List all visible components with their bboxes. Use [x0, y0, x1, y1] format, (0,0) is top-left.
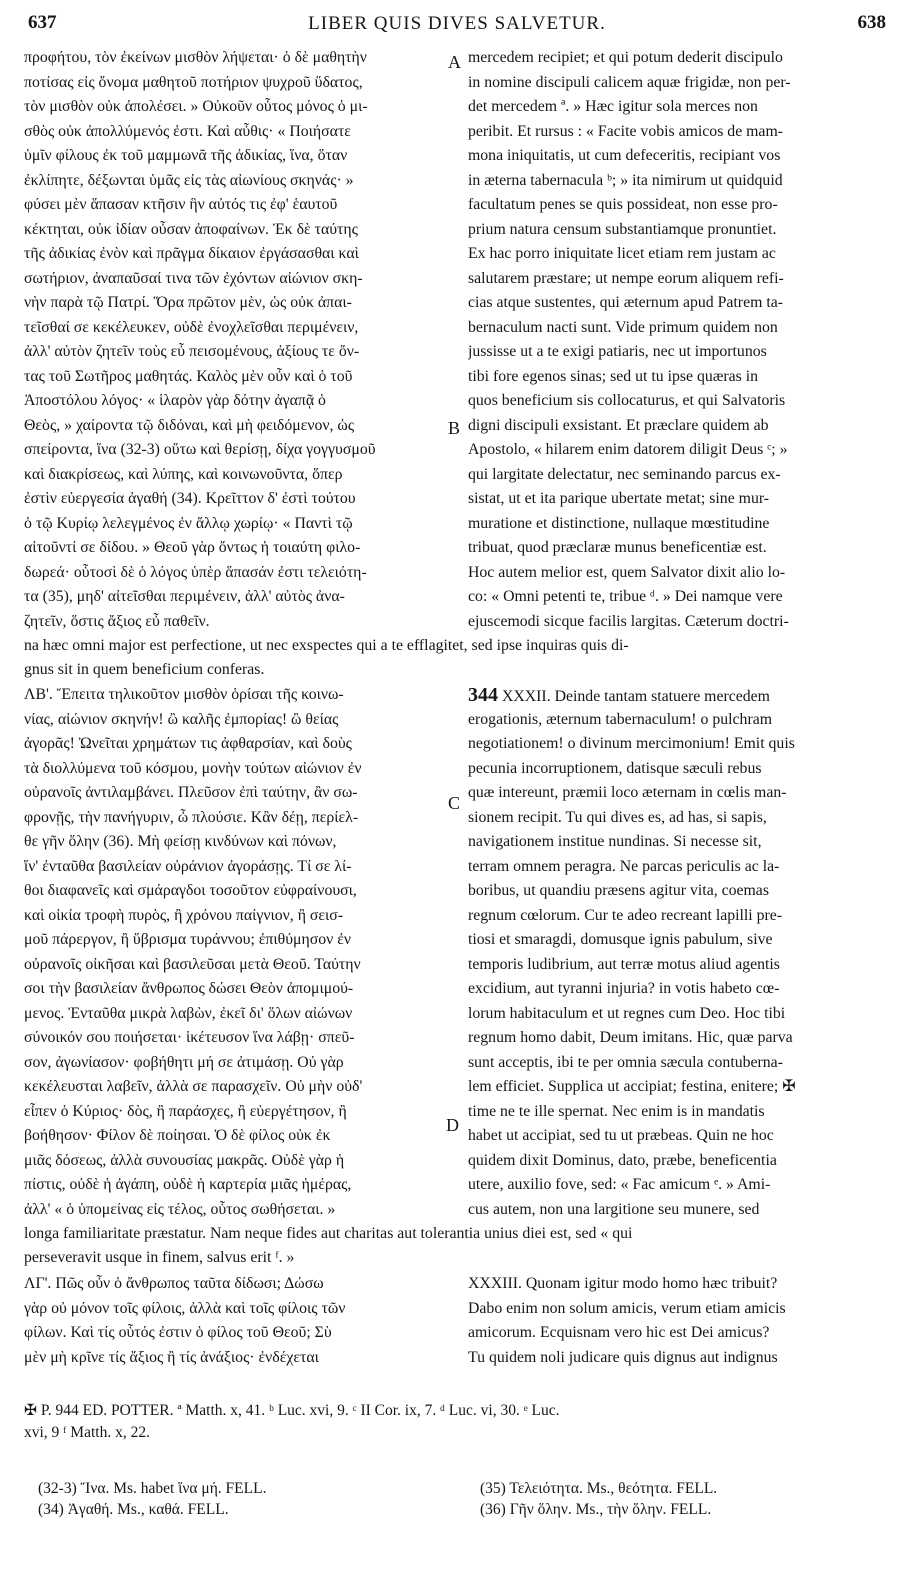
text-line: τας τοῦ Σωτῆρος μαθητάς. Καλὸς μὲν οὖν καὶ ὁ τοῦ — [24, 367, 353, 385]
text-line: τῆς ἀδικίας ἐνὸν καὶ πρᾶγμα δίκαιον ἐργάσασθαι καὶ — [24, 245, 359, 262]
text-line: longa familiaritate præstatur. Nam neque fides aut charitas aut tolerantia unius diei est, sed « qui — [24, 1225, 633, 1242]
text-line: utere, auxilio fove, sed: « Fac amicum ᵉ. » Ami- — [468, 1176, 771, 1193]
text-line: αἰτοῦντί σε δίδου. » Θεοῦ γὰρ ὄντως ἡ τοιαύτη φιλο- — [24, 539, 361, 556]
text-line: γὰρ οὐ μόνον τοῖς φίλοις, ἀλλὰ καὶ τοῖς φίλοις τῶν — [24, 1299, 346, 1317]
text-line: perseveravit usque in finem, salvus erit ᶠ. » — [24, 1249, 295, 1266]
page-header — [24, 12, 890, 38]
text-line: τεῖσθαί σε κεκέλευκεν, οὐδὲ ἐνοχλεῖσθαι περιμένειν, — [24, 318, 359, 336]
text-line: θε γῆν ὅλην (36). Μὴ φείσῃ κινδύνων καὶ πόνων, — [24, 833, 337, 850]
section-number: 344 — [468, 684, 498, 706]
text-line: quos beneficium sis collocaturus, et qui Salvatoris — [468, 392, 786, 409]
text-line: τὸν μισθὸν οὐκ ἀπολέσει. » Οὐκοῦν οὗτος μόνος ὁ μι- — [24, 98, 368, 115]
text-line: peribit. Et rursus : « Facite vobis amicos de mam- — [468, 122, 783, 140]
page-number-right: 638 — [857, 12, 886, 33]
scripture-references — [24, 1400, 892, 1444]
text-line: ὁ τῷ Κυρίῳ λελεγμένος ἐν ἄλλῳ χωρίῳ· « Παντὶ τῷ — [24, 514, 353, 532]
latin-full-width-1 — [24, 634, 892, 682]
text-line: κεκέλευσται λαβεῖν, ἀλλὰ σε παρασχεῖν. Οὐ μὴν οὐδ' — [24, 1078, 363, 1095]
text-line: προφήτου, τὸν ἐκείνων μισθὸν λήψεται· ὁ δὲ μαθητὴν — [24, 49, 367, 66]
text-line: xvi, 9 ᶠ Matth. x, 22. — [24, 1424, 150, 1441]
text-line: quidem dixit Dominus, dato, præbe, beneficentia — [468, 1151, 777, 1169]
text-line: sistat, ut et ita parique ubertate metat; sine mur- — [468, 490, 770, 507]
text-line: φρονῇς, τὴν πανήγυριν, ὦ πλούσιε. Κἂν δέῃ, περίελ- — [24, 808, 359, 826]
text-line: mona iniquitatis, ut cum defeceritis, recipiant vos — [468, 147, 781, 164]
text-line: σον, ἀγωνίασον· φοβήθητι μή σε ἀτιμάσῃ. Οὐ γὰρ — [24, 1053, 344, 1071]
text-line: regnum homo dabit, Deum imitans. Hic, quæ parva — [468, 1029, 793, 1046]
text-line: ἵν' ἐνταῦθα βασιλείαν οὐράνιον ἀγοράσῃς. Τί σε λί- — [24, 857, 352, 875]
text-line: tiosi et smaragdi, domusque ignis pabulum, sive — [468, 931, 773, 948]
text-line: σωτήριον, ἀναπαῦσαί τινα τῶν ἐχόντων αἰώνιον σκη- — [24, 269, 363, 287]
text-line: (36) Γῆν ὅλην. Ms., τὴν ὅλην. FELL. — [480, 1501, 712, 1518]
text-line: πίστις, οὐδὲ ἡ ἀγάπη, οὐδὲ ἡ καρτερία μιᾶς ἡμέρας, — [24, 1176, 352, 1193]
text-line: ἀγορᾶς! Ὠνεῖται χρημάτων τις ἀφθαρσίαν, καὶ δοὺς — [24, 735, 352, 752]
text-line: lorum habitaculum et ut regnes cum Deo. Hoc tibi — [468, 1004, 786, 1022]
latin-section-heading — [468, 683, 894, 708]
text-line: negotiationem! o divinum mercimonium! Emit quis — [468, 735, 795, 752]
greek-column-2 — [24, 683, 446, 1222]
text-line: φύσει μὲν ἅπασαν κτῆσιν ἣν αὐτός τις ἐφ' ἑαυτοῦ — [24, 196, 338, 213]
text-line: time ne te ille spernat. Nec enim is in mandatis — [468, 1102, 765, 1120]
text-line: in nomine discipuli calicem aquæ frigidæ, non per- — [468, 73, 791, 91]
text-line: καὶ διακρίσεως, καὶ λύπης, καὶ κοινωνοῦντα, ὅπερ — [24, 465, 343, 483]
text-line: facultatum penes se quis possideat, non esse pro- — [468, 196, 778, 213]
text-line: gnus sit in quem beneficium conferas. — [24, 661, 265, 678]
text-line: μιᾶς δόσεως, ἀλλὰ συνουσίας μακρᾶς. Οὐδὲ γὰρ ἡ — [24, 1151, 345, 1169]
text-line: Dabo enim non solum amicis, verum etiam amicis — [468, 1299, 786, 1317]
text-line: καὶ οἰκία τροφὴ πυρὸς, ἢ χρόνου παίγνιον, ἢ σεισ- — [24, 906, 344, 924]
text-line: ζητεῖν, ὅστις ἄξιος εὖ παθεῖν. — [24, 612, 210, 630]
latin-section-first-line: XXXII. Deinde tantam statuere mercedem — [498, 688, 770, 705]
text-line: μοῦ πάρεργον, ἢ ὕβρισμα τυράννου; ἐπιθύμησον ἐν — [24, 931, 352, 948]
text-line: φίλων. Καὶ τίς οὗτός ἐστιν ὁ φίλος τοῦ Θεοῦ; Σὺ — [24, 1324, 332, 1341]
text-line: sionem recipit. Tu qui dives es, ad has, si sapis, — [468, 808, 767, 826]
text-line: ἐστὶν εὐεργεσία ἀγαθή (34). Κρεῖττον δ' ἐστὶ τούτου — [24, 490, 356, 507]
latin-column-2-body — [468, 708, 894, 1223]
text-line: habet ut accipiat, sed tu ut præbeas. Quin ne hoc — [468, 1127, 774, 1144]
footnotes-right — [480, 1478, 892, 1520]
text-line: ἀλλ' αὐτὸν ζητεῖν τοὺς εὖ πεισομένους, ἀξίους τε ὄν- — [24, 343, 360, 360]
text-line: Ἀποστόλου λόγος· « ἱλαρὸν γὰρ δότην ἀγαπᾷ ὁ — [24, 392, 326, 409]
latin-column-2 — [468, 683, 894, 1222]
text-line: cias atque sustentes, qui æternum apud Patrem ta- — [468, 294, 783, 311]
text-line: prium natura censum substantiamque pronuntiet. — [468, 220, 777, 238]
text-line: XXXIII. Quonam igitur modo homo hæc tribuit? — [468, 1275, 778, 1292]
text-line: σπείροντα, ἵνα (32-3) οὕτω καὶ θερίσῃ, δίχα γογγυσμοῦ — [24, 441, 376, 458]
page-number-left: 637 — [28, 12, 57, 33]
text-line: cus autem, non una largitione seu munere, sed — [468, 1200, 760, 1218]
latin-column-1 — [468, 46, 894, 634]
greek-column-1 — [24, 46, 446, 634]
text-line: na hæc omni major est perfectione, ut nec exspectes qui a te efflagitet, sed ipse inquiras quis di- — [24, 637, 629, 654]
text-line: Ex hac porro iniquitate licet etiam rem justam ac — [468, 245, 776, 262]
text-line: qui largitate delectatur, nec seminando parcus ex- — [468, 465, 781, 483]
text-line: lem efficiet. Supplica ut accipiat; festina, enitere; ✠ — [468, 1078, 796, 1095]
text-line: σθὸς οὐκ ἀπολλύμενός ἐστι. Καὶ αὖθις· « Ποιήσατε — [24, 122, 351, 140]
text-line: tibi fore egenos sinas; sed ut tu ipse quæras in — [468, 367, 759, 385]
text-line: ὑμῖν φίλους ἐκ τοῦ μαμμωνᾶ τῆς ἀδικίας, ἵνα, ὅταν — [24, 147, 348, 164]
text-line: pecunia incorruptionem, datisque sæculi rebus — [468, 759, 762, 777]
text-line: (34) Ἀγαθή. Ms., καθά. FELL. — [38, 1501, 229, 1518]
greek-column-3 — [24, 1272, 446, 1370]
text-line: tribuat, quod præclaræ munus beneficentiæ est. — [468, 539, 767, 556]
text-line: οὐρανοῖς οἰκῆσαι καὶ βασιλεῦσαι μετὰ Θεοῦ. Ταύτην — [24, 955, 361, 973]
text-line: τὰ διολλύμενα τοῦ κόσμου, μονὴν τούτων αἰώνιον ἐν — [24, 759, 362, 777]
text-line: det mercedem ª. » Hæc igitur sola merces non — [468, 98, 758, 115]
text-line: salutarem præstare; ut nempe eorum aliquem refi- — [468, 269, 784, 287]
text-line: regnum cœlorum. Cur te adeo recreant lapilli pre- — [468, 906, 783, 924]
text-line: jussisse ut a te exigi patiaris, nec ut importunos — [468, 343, 767, 360]
text-line: (32-3) Ἵνα. Ms. habet ἵνα μή. FELL. — [38, 1480, 267, 1497]
text-line: δωρεά· οὗτοσὶ δὲ ὁ λόγος ὑπὲρ ἅπασάν ἐστι τελειότη- — [24, 563, 367, 581]
text-line: οὐρανοῖς ἀντιλαμβάνει. Πλεῦσον ἐπὶ ταύτην, ἂν σω- — [24, 784, 358, 801]
text-line: ejuscemodi sicque facilis largitas. Cæterum doctri- — [468, 612, 789, 630]
running-title: LIBER QUIS DIVES SALVETUR. — [308, 13, 606, 34]
text-line: boribus, ut quandiu præsens agitur vita, coemas — [468, 882, 769, 899]
text-line: νίας, αἰώνιον σκηνήν! ὢ καλῆς ἐμπορίας! ὢ θείας — [24, 710, 339, 728]
text-line: ἐκλίπητε, δέξωνται ὑμᾶς εἰς τὰς αἰωνίους σκηνάς· » — [24, 171, 354, 189]
text-line: Apostolo, « hilarem enim datorem diligit Deus ᶜ; » — [468, 441, 788, 458]
text-line: μενος. Ἐνταῦθα μικρὰ λαβὼν, ἐκεῖ δι' ὅλων αἰώνων — [24, 1004, 353, 1022]
text-line: Θεὸς, » χαίροντα τῷ διδόναι, καὶ μὴ φειδόμενον, ὡς — [24, 416, 355, 434]
text-line: quæ intereunt, præmii loco æternam in cœlis man- — [468, 784, 787, 801]
text-line: μὲν μὴ κρῖνε τίς ἄξιος ἢ τίς ἀνάξιος· ἐνδέχεται — [24, 1348, 319, 1366]
text-line: digni discipuli exsistant. Et præclare quidem ab — [468, 416, 769, 434]
text-line: co: « Omni petenti te, tribue ᵈ. » Dei namque vere — [468, 588, 783, 605]
text-line: bernaculum nacti sunt. Vide primum quidem non — [468, 318, 778, 336]
text-line: Tu quidem noli judicare quis dignus aut indignus — [468, 1348, 778, 1366]
text-line: εἶπεν ὁ Κύριος· δὸς, ἢ παράσχες, ἢ εὐεργέτησον, ἢ — [24, 1102, 347, 1120]
margin-marker-b: B — [448, 418, 461, 438]
text-line: τα (35), μηδ' αἰτεῖσθαι περιμένειν, ἀλλ' αὐτὸς ἀνα- — [24, 588, 345, 605]
latin-full-width-2 — [24, 1222, 892, 1270]
text-line: ΛΓ'. Πῶς οὖν ὁ ἄνθρωπος ταῦτα δίδωσι; Δώσω — [24, 1275, 324, 1292]
text-line: (35) Τελειότητα. Ms., θεότητα. FELL. — [480, 1480, 718, 1497]
text-line: mercedem recipiet; et qui potum dederit discipulo — [468, 49, 783, 66]
text-line: βοήθησον· Φίλον δὲ ποίησαι. Ὁ δὲ φίλος οὐκ ἐκ — [24, 1127, 331, 1144]
text-line: erogationis, æternum tabernaculum! o pulchram — [468, 710, 772, 728]
margin-marker-c: C — [448, 793, 461, 813]
text-line: ΛΒ'. Ἔπειτα τηλικοῦτον μισθὸν ὁρίσαι τῆς κοινω- — [24, 686, 344, 703]
text-line: muratione et distinctione, nullaque mœstitudine — [468, 514, 770, 532]
text-line: νὴν παρὰ τῷ Πατρί. Ὅρα πρῶτον μὲν, ὡς οὐκ ἀπαι- — [24, 294, 352, 311]
text-line: σύνοικόν σου ποιήσεται· ἱκέτευσον ἵνα λάβῃ· σπεῦ- — [24, 1029, 355, 1046]
margin-marker-a: A — [448, 52, 461, 72]
text-line: temporis ludibrium, aut terræ motus aliud agentis — [468, 955, 780, 973]
text-line: navigationem institue nundinas. Si necesse sit, — [468, 833, 762, 850]
text-line: in æterna tabernacula ᵇ; » ita nimirum ut quidquid — [468, 171, 783, 189]
text-line: θοι διαφανεῖς καὶ σμάραγδοι τοσοῦτον εὐφραίνουσι, — [24, 882, 357, 899]
text-line: σοι τὴν βασιλείαν ἄνθρωπος δώσει Θεὸν ἀπομιμού- — [24, 980, 354, 997]
text-line: amicorum. Ecquisnam vero hic est Dei amicus? — [468, 1324, 770, 1341]
text-line: ποτίσας εἰς ὄνομα μαθητοῦ ποτήριον ψυχροῦ ὕδατος, — [24, 73, 363, 91]
latin-column-3 — [468, 1272, 894, 1370]
text-line: ἀλλ' « ὁ ὑπομείνας εἰς τέλος, οὗτος σωθήσεται. » — [24, 1200, 336, 1218]
margin-marker-d: D — [446, 1115, 459, 1135]
text-line: excidium, aut tyranni injuria? in votis habeto cœ- — [468, 980, 780, 997]
text-line: ✠ P. 944 ED. POTTER. ª Matth. x, 41. ᵇ Luc. xvi, 9. ᶜ II Cor. ix, 7. ᵈ Luc. vi, 30. ᵉ Luc. — [24, 1402, 560, 1419]
text-line: Hoc autem melior est, quem Salvator dixit alio lo- — [468, 563, 786, 581]
text-line: κέκτηται, οὐκ ἰδίαν οὖσαν ἀποφαίνων. Ἐκ δὲ ταύτης — [24, 220, 358, 238]
text-line: terram omnem peragra. Ne parcas periculis ac la- — [468, 857, 780, 875]
text-line: sunt acceptis, ibi te per omnia sæcula contuberna- — [468, 1053, 783, 1071]
footnotes-left — [38, 1478, 458, 1520]
